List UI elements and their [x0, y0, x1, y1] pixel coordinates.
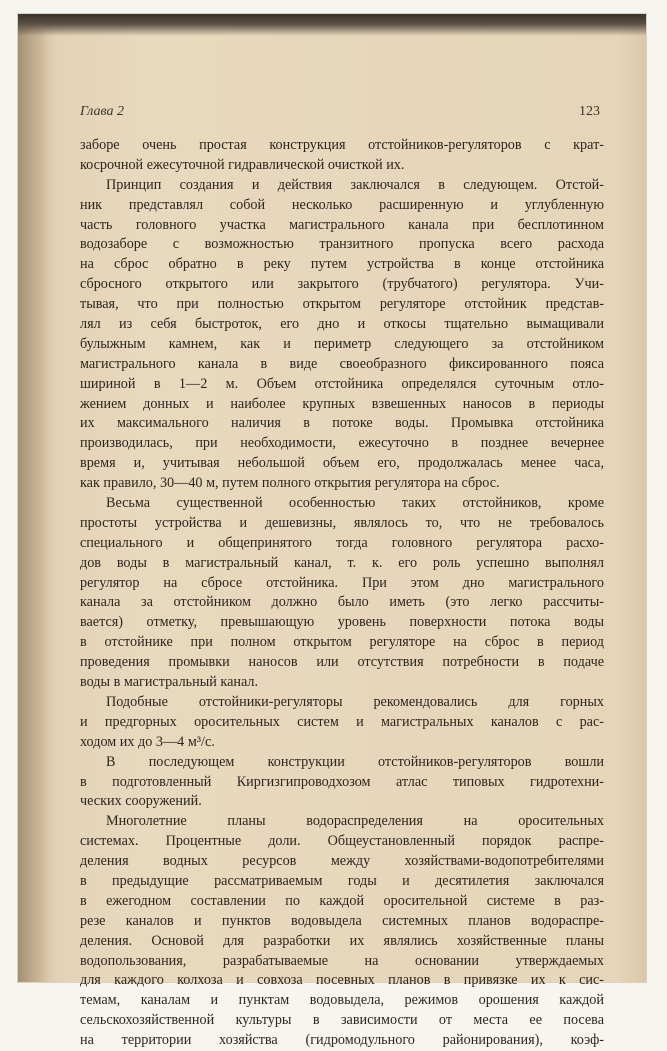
text-line: в предыдущие рассматриваемым годы и десятилетия заключался	[80, 872, 604, 889]
text-line: заборе очень простая конструкция отстойников-регуляторов с крат-	[80, 137, 604, 153]
text-line: производилась, при необходимости, ежесуточно в позднее вечернее	[80, 435, 604, 452]
text-line: в подготовленный Киргизгипроводхозом атлас типовых гидротехни-	[80, 773, 604, 790]
text-line: ник представлял собой несколько расширенную и углубленную	[80, 196, 604, 213]
text-line: канала за отстойником должно было иметь (это легко рассчиты-	[80, 594, 604, 611]
page-number: 123	[579, 104, 600, 119]
text-line: Весьма существенной особенностью таких отстойников, кроме	[106, 495, 604, 512]
text-line: В последующем конструкции отстойников-регуляторов вошли	[106, 753, 604, 770]
text-line: жением донных и наиболее крупных взвешенных наносов в периоды	[80, 395, 604, 412]
page-top-edge	[18, 14, 646, 36]
text-line: простоты устройства и дешевизны, являлось то, что не требовалось	[80, 514, 604, 531]
text-line: время и, учитывая небольшой объем его, продолжалась менее часа,	[80, 455, 604, 472]
text-line: на территории хозяйства (гидромодульного районирования), коэф-	[80, 1032, 604, 1049]
body-text	[80, 136, 604, 1051]
text-line: резе каналов и пунктов водовыдела системных планов водораспре-	[80, 912, 604, 929]
running-header	[80, 104, 600, 124]
text-line: булыжным камнем, как и периметр следующего за отстойником	[80, 335, 604, 352]
text-line: магистрального канала в виде своеобразного фиксированного пояса	[80, 355, 604, 372]
book-spine-shadow	[18, 14, 48, 982]
text-line: на сброс обратно в реку путем устройства в конце отстойника	[80, 256, 604, 273]
text-line: дов воды в магистральный канал, т. к. его роль успешно выполнял	[80, 554, 604, 571]
text-line: ходом их до 3—4 м³/с.	[80, 733, 215, 750]
text-line: Принцип создания и действия заключался в следующем. Отстой-	[106, 176, 604, 193]
text-line: сельскохозяйственной культуры в зависимости от места ее посева	[80, 1012, 604, 1029]
text-line: тывая, что при полностью открытом регуляторе отстойник представ-	[80, 296, 604, 313]
text-line: деления водных ресурсов между хозяйствами-водопотребителями	[80, 853, 604, 870]
text-line: темам, каналам и пунктам водовыдела, режимов орошения каждой	[80, 992, 604, 1009]
text-line: шириной в 1—2 м. Объем отстойника определялся суточным отло-	[80, 375, 604, 392]
text-line: воды в магистральный канал.	[80, 674, 259, 691]
text-line: сбросного открытого или закрытого (трубчатого) регулятора. Учи-	[80, 276, 604, 293]
text-line: косрочной ежесуточной гидравлической очисткой их.	[80, 156, 405, 173]
text-line: системах. Процентные доли. Общеустановленный порядок распре-	[80, 833, 604, 850]
text-line: в отстойнике при полном открытом регуляторе на сброс в период	[80, 634, 604, 651]
text-line: часть головного участка магистрального канала при бесплотинном	[80, 216, 604, 233]
text-line: и предгорных оросительных систем и магистральных каналов с рас-	[80, 713, 604, 730]
text-line: водопользования, разрабатываемые на основании утверждаемых	[80, 952, 604, 969]
text-line: Многолетние планы водораспределения на оросительных	[106, 813, 604, 830]
text-line: проведения промывки наносов или отсутствия потребности в подаче	[80, 654, 604, 671]
text-line: как правило, 30—40 м, путем полного открытия регулятора на сброс.	[80, 475, 500, 492]
text-line: деления. Основой для разработки их являлись хозяйственные планы	[80, 932, 604, 949]
text-line: для каждого колхоза и совхоза посевных планов в привязке их к сис-	[80, 972, 604, 989]
text-line: Подобные отстойники-регуляторы рекомендовались для горных	[106, 693, 604, 710]
text-line: специального и общепринятого тогда головного регулятора расхо-	[80, 534, 604, 551]
text-line: ческих сооружений.	[80, 793, 202, 810]
text-line: в ежегодном составлении по каждой оросительной системе в раз-	[80, 892, 604, 909]
text-line: водозаборе с возможностью транзитного пропуска всего расхода	[80, 236, 604, 253]
text-line: регулятор на сбросе отстойника. При этом дно магистрального	[80, 574, 604, 591]
chapter-title: Глава 2	[80, 104, 124, 119]
text-line: вается) отметку, превышающую уровень поверхности потока воды	[80, 614, 604, 631]
text-line: лял из себя быстроток, его дно и откосы тщательно вымащивали	[80, 316, 604, 333]
text-line: их максимального наличия в потоке воды. Промывка отстойника	[80, 415, 604, 432]
